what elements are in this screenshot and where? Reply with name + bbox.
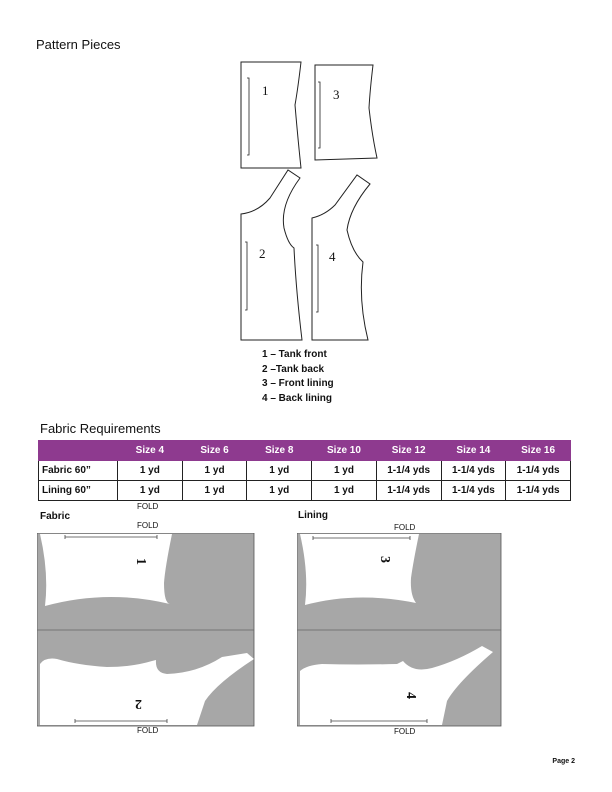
legend-item: 2 –Tank back <box>262 363 325 375</box>
table-cell: 1 yd <box>247 461 312 481</box>
fold-label: FOLD <box>137 726 159 735</box>
row-label: Lining 60” <box>39 481 118 501</box>
size-header: Size 16 <box>506 441 571 461</box>
pieces-legend <box>262 348 334 406</box>
table-cell: 1-1/4 yds <box>506 461 571 481</box>
table-cell: 1-1/4 yds <box>441 481 506 501</box>
table-cell: 1-1/4 yds <box>376 461 441 481</box>
fold-label: FOLD <box>137 521 159 530</box>
size-header: Size 10 <box>312 441 377 461</box>
table-cell: 1-1/4 yds <box>441 461 506 481</box>
lining-cutting-layout <box>297 533 502 727</box>
pattern-piece-2 <box>241 170 302 340</box>
layout-piece-number: 1 <box>133 558 148 565</box>
piece-number-3: 3 <box>333 87 340 102</box>
table-row <box>39 481 571 501</box>
size-header: Size 4 <box>118 441 183 461</box>
table-cell: 1-1/4 yds <box>506 481 571 501</box>
row-label: Fabric 60” <box>39 461 118 481</box>
lining-layout-title: Lining <box>298 510 328 521</box>
table-cell: 1 yd <box>182 481 247 501</box>
fold-label: FOLD <box>137 502 159 511</box>
size-header: Size 8 <box>247 441 312 461</box>
table-cell: 1 yd <box>247 481 312 501</box>
fabric-requirements-table <box>38 440 571 501</box>
fold-label: FOLD <box>394 727 416 736</box>
size-header: Size 12 <box>376 441 441 461</box>
table-cell: 1 yd <box>312 461 377 481</box>
pattern-pieces-title: Pattern Pieces <box>36 37 121 52</box>
page-number: Page 2 <box>552 758 575 765</box>
pattern-piece-4 <box>312 175 370 340</box>
layout-piece-number: 4 <box>403 692 418 699</box>
layout-piece-number: 3 <box>377 556 392 563</box>
fabric-requirements-title: Fabric Requirements <box>40 421 161 436</box>
table-cell: 1 yd <box>182 461 247 481</box>
layout-piece-number: 2 <box>135 696 142 711</box>
header-corner <box>39 441 118 461</box>
legend-item: 1 – Tank front <box>262 349 327 360</box>
fabric-layout-title: Fabric <box>40 511 71 522</box>
piece-number-2: 2 <box>259 246 266 261</box>
legend-item: 3 – Front lining <box>262 378 334 389</box>
table-cell: 1 yd <box>118 461 183 481</box>
size-header: Size 6 <box>182 441 247 461</box>
piece-number-4: 4 <box>329 249 336 264</box>
legend-item: 4 – Back lining <box>262 392 333 404</box>
piece-number-1: 1 <box>262 83 269 98</box>
table-cell: 1 yd <box>118 481 183 501</box>
pattern-piece-1 <box>241 62 301 168</box>
table-cell: 1 yd <box>312 481 377 501</box>
table-cell: 1-1/4 yds <box>376 481 441 501</box>
fabric-cutting-layout <box>37 533 255 727</box>
table-header-row <box>39 441 571 461</box>
size-header: Size 14 <box>441 441 506 461</box>
table-row <box>39 461 571 481</box>
pattern-piece-3 <box>315 65 377 160</box>
fold-label: FOLD <box>394 523 416 532</box>
